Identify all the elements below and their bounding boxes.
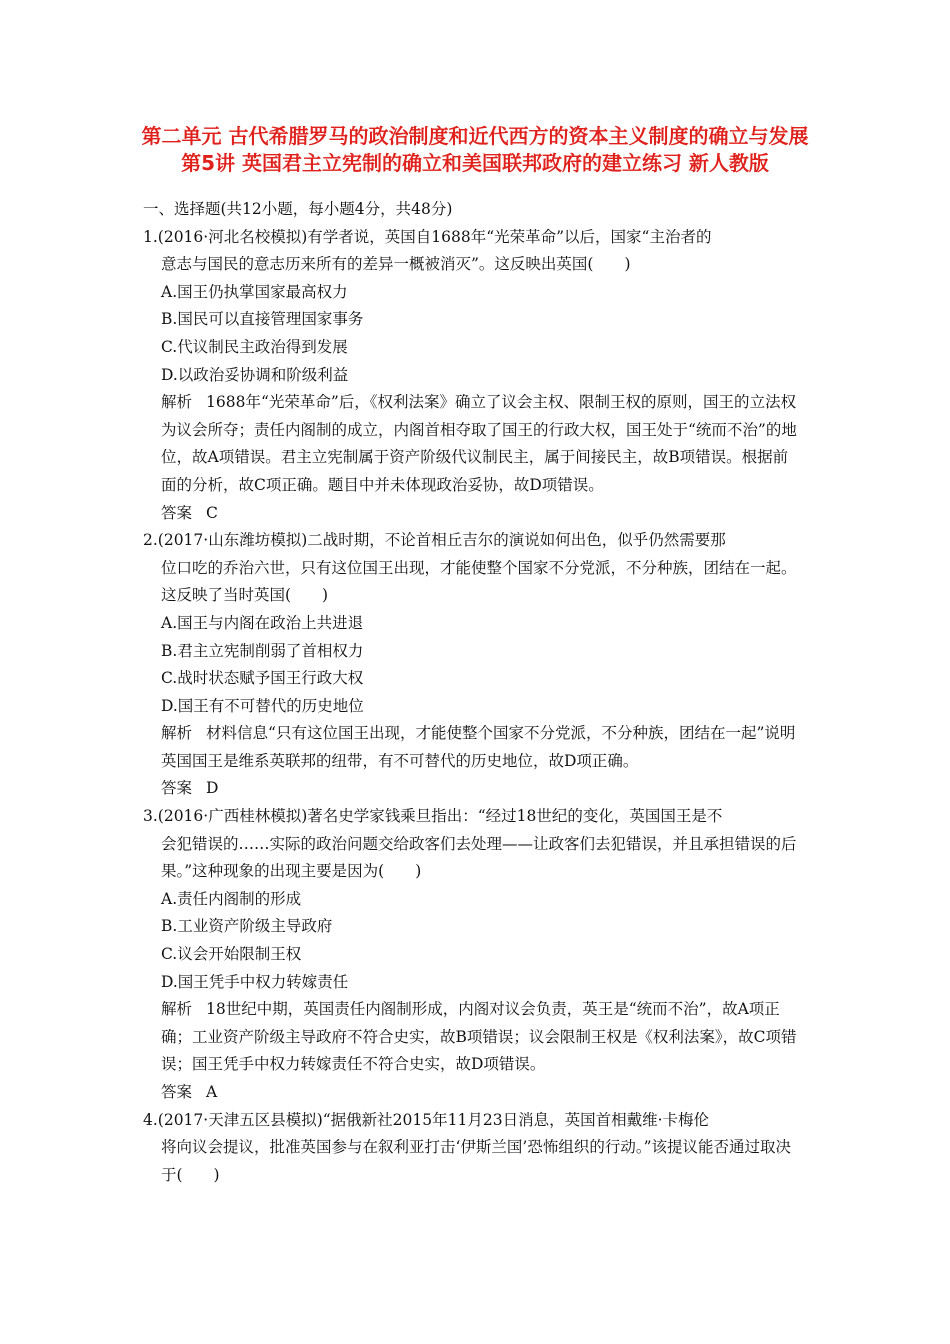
analysis-text: 18世纪中期，英国责任内阁制形成，内阁对议会负责，英王是“统而不治”，故A项正确；工业资产阶级主导政府不符合史实，故B项错误；议会限制王权是《权利法案》，故C项错误；国王凭手中权力转嫁责任不符合史实，故D项错误。 xyxy=(161,1000,797,1074)
question-stem-continued: 会犯错误的……实际的政治问题交给政客们去处理——让政客们去犯错误，并且承担错误的后果。”这种现象的出现主要是因为( ) xyxy=(161,834,797,881)
analysis xyxy=(143,389,803,499)
answer xyxy=(143,500,803,528)
answer xyxy=(143,1079,803,1107)
option-a: A.国王仍执掌国家最高权力 xyxy=(161,282,348,301)
analysis-label: 解析 xyxy=(161,724,193,743)
answer-value: D xyxy=(206,779,219,798)
question-stem-continued: 意志与国民的意志历来所有的差异一概被消灭”。这反映出英国( ) xyxy=(161,255,631,274)
option-d: D.以政治妥协调和阶级利益 xyxy=(161,365,349,384)
answer xyxy=(143,775,803,803)
section-heading: 一、选择题(共12小题，每小题4分，共48分) xyxy=(143,200,453,218)
question-stem: 2.(2017·山东潍坊模拟)二战时期，不论首相丘吉尔的演说如何出色，似乎仍然需要那 xyxy=(143,531,726,550)
question-stem: 4.(2017·天津五区县模拟)“据俄新社2015年11月23日消息，英国首相戴维·卡梅伦 xyxy=(143,1110,710,1129)
question-3 xyxy=(143,803,803,1107)
analysis xyxy=(143,720,803,775)
answer-value: C xyxy=(206,503,218,522)
answer-label: 答案 xyxy=(161,779,193,798)
analysis xyxy=(143,996,803,1079)
answer-label: 答案 xyxy=(161,1083,193,1101)
option-c: C.议会开始限制王权 xyxy=(161,945,302,964)
question-4 xyxy=(143,1107,803,1190)
analysis-text: 1688年“光荣革命”后，《权利法案》确立了议会主权、限制王权的原则，国王的立法权为议会所夺；责任内阁制的成立，内阁首相夺取了国王的行政大权，国王处于“统而不治”的地位，故A项错误。君主立宪制属于资产阶级代议制民主，属于间接民主，故B项错误。根据前面的分析，故C项正确。题目中并未体现政治妥协，故D项错误。 xyxy=(161,393,797,494)
answer-label: 答案 xyxy=(161,503,193,522)
option-c: C.代议制民主政治得到发展 xyxy=(161,337,348,356)
option-d: D.国王有不可替代的历史地位 xyxy=(161,696,364,715)
option-a: A.国王与内阁在政治上共进退 xyxy=(161,613,364,632)
analysis-text: 材料信息“只有这位国王出现，才能使整个国家不分党派，不分种族，团结在一起”说明英国国王是维系英联邦的纽带，有不可替代的历史地位，故D项正确。 xyxy=(161,724,796,770)
document-title: 第二单元 古代希腊罗马的政治制度和近代西方的资本主义制度的确立与发展 第5讲 英国君主立宪制的确立和美国联邦政府的建立练习 新人教版 xyxy=(141,124,809,175)
question-stem-continued: 位口吃的乔治六世，只有这位国王出现，才能使整个国家不分党派，不分种族，团结在一起。这反映了当时英国( ) xyxy=(161,558,797,605)
question-stem-continued: 将向议会提议，批准英国参与在叙利亚打击‘伊斯兰国’恐怖组织的行动。”该提议能否通过取决于( ) xyxy=(161,1138,792,1184)
analysis-label: 解析 xyxy=(161,393,193,412)
option-a: A.责任内阁制的形成 xyxy=(161,889,302,908)
option-b: B.君主立宪制削弱了首相权力 xyxy=(161,641,364,660)
answer-value: A xyxy=(206,1083,218,1101)
question-stem: 1.(2016·河北名校模拟)有学者说，英国自1688年“光荣革命”以后，国家“主治者的 xyxy=(143,227,712,246)
option-b: B.工业资产阶级主导政府 xyxy=(161,917,333,936)
document-body xyxy=(143,196,803,1189)
analysis-label: 解析 xyxy=(161,1000,193,1019)
option-c: C.战时状态赋予国王行政大权 xyxy=(161,669,364,688)
option-d: D.国王凭手中权力转嫁责任 xyxy=(161,972,349,991)
question-2 xyxy=(143,527,803,803)
question-stem: 3.(2016·广西桂林模拟)著名史学家钱乘旦指出：“经过18世纪的变化，英国国王是不 xyxy=(143,807,723,826)
option-b: B.国民可以直接管理国家事务 xyxy=(161,310,364,329)
question-1 xyxy=(143,224,803,528)
